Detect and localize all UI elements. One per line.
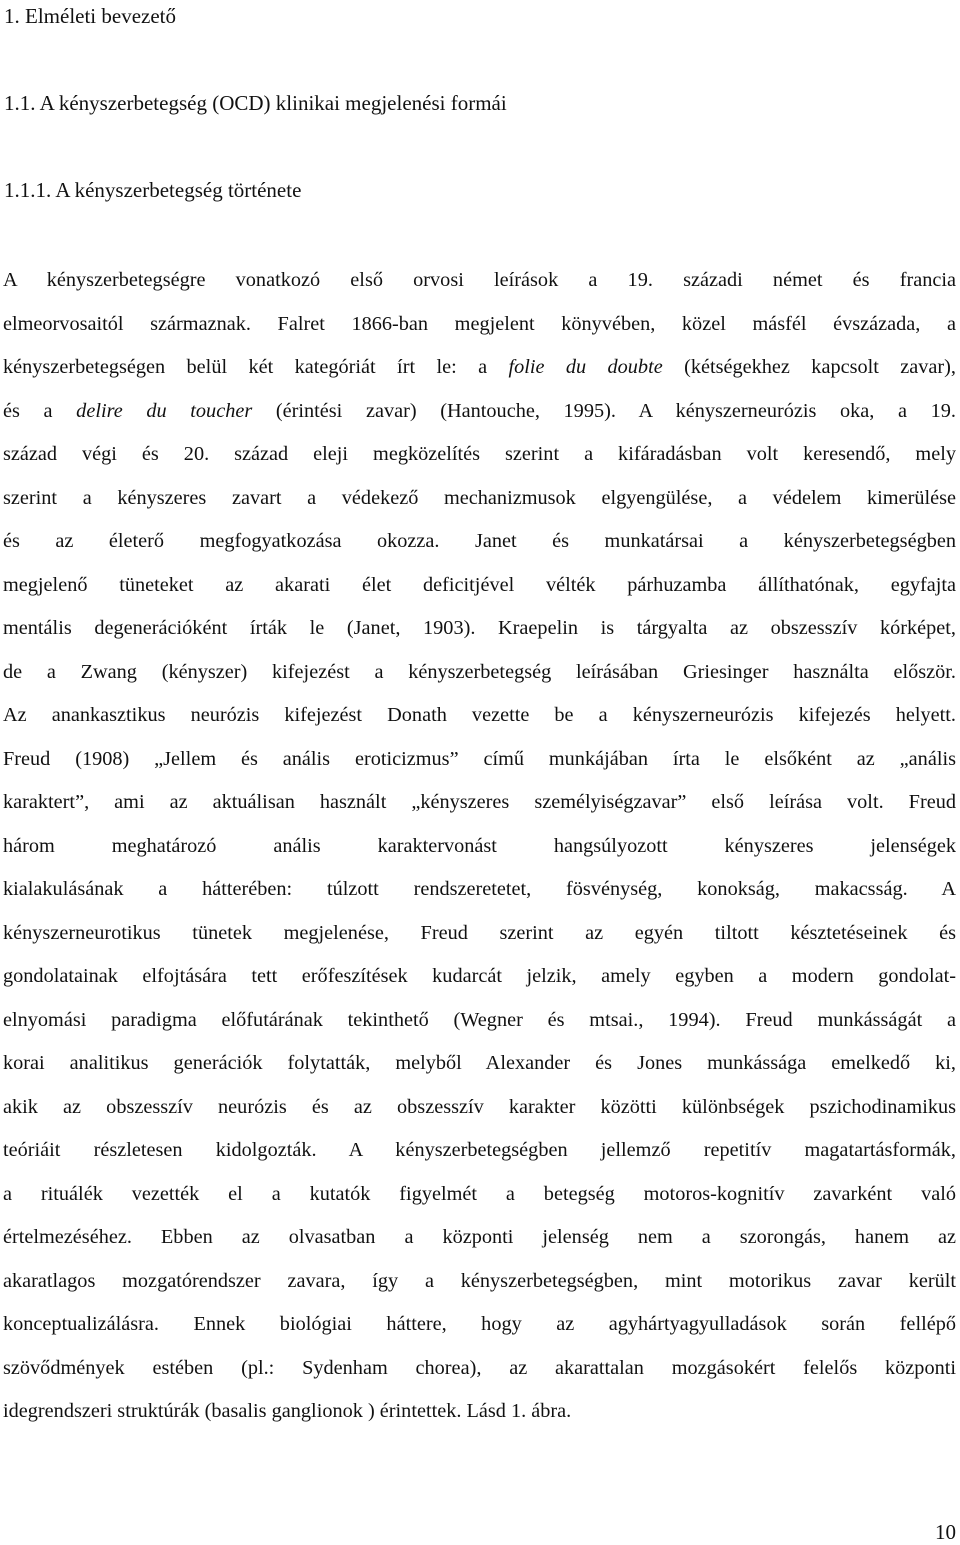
text-line (3, 390, 956, 434)
text-line: konceptualizálásra. Ennek biológiai háttere, hogy az agyhártyagyulladások során fellépő (3, 1313, 956, 1335)
text-line: akik az obszesszív neurózis és az obszesszív karakter közötti különbségek pszichodinamikus (3, 1095, 956, 1118)
text-line: szerint a kényszeres zavart a védekező mechanizmusok elgyengülése, a védelem kimerülése (3, 486, 956, 509)
text-line: mentális degenerációként írták le (Janet, 1903). Kraepelin is tárgyalta az obszesszív kórképet, (3, 617, 956, 639)
text-segment: és a (3, 399, 77, 422)
text-line: teóriáit részletesen kidolgozták. A kényszerbetegségben jellemző repetitív magatartásformák, (3, 1139, 956, 1161)
text-line: század végi és 20. század eleji megközelítés szerint a kifáradásban volt keresendő, mely (3, 443, 956, 465)
text-line: megjelenő tüneteket az akarati élet deficitjével vélték párhuzamba állíthatónak, egyfajta (3, 573, 956, 596)
body-paragraph (3, 259, 956, 1434)
text-line: A kényszerbetegségre vonatkozó első orvosi leírások a 19. századi német és francia (3, 269, 956, 291)
text-line (3, 346, 956, 390)
text-segment: (érintési zavar) (Hantouche, 1995). A kényszerneurózis oka, a 19. (252, 399, 956, 422)
text-line: akaratlagos mozgatórendszer zavara, így a kényszerbetegségben, mint motorikus zavar került (3, 1269, 956, 1292)
text-line: idegrendszeri struktúrák (basalis ganglionok ) érintettek. Lásd 1. ábra. (3, 1400, 572, 1422)
text-line: a rituálék vezették el a kutatók figyelmét a betegség motoros-kognitív zavarként való (3, 1182, 956, 1205)
text-line: korai analitikus generációk folytatták, melyből Alexander és Jones munkássága emelkedő ki, (3, 1052, 956, 1074)
text-line: Freud (1908) „Jellem és anális eroticizmus” című munkájában írta le elsőként az „anális (3, 747, 956, 770)
text-line: elmeorvosaitól származnak. Falret 1866-ban megjelent könyvében, közel másfél évszázada, a (3, 312, 956, 335)
text-segment: (kétségekhez kapcsolt zavar), (662, 356, 956, 378)
text-line: Az anankasztikus neurózis kifejezést Donath vezette be a kényszerneurózis kifejezés helyett. (3, 704, 956, 726)
text-line: szövődmények estében (pl.: Sydenham chorea), az akarattalan mozgásokért felelős központi (3, 1356, 956, 1379)
text-line: karaktert”, ami az aktuálisan használt „kényszeres személyiségzavar” első leírása volt. Freud (3, 791, 956, 813)
section-heading: 1.1. A kényszerbetegség (OCD) klinikai megjelenési formái (4, 91, 507, 115)
text-line: gondolatainak elfojtására tett erőfeszítések kudarcát jelzik, amely egyben a modern gondolat- (3, 965, 956, 987)
page-number: 10 (935, 1520, 956, 1544)
text-line: kényszerneurotikus tünetek megjelenése, Freud szerint az egyén tiltott késztetéseinek és (3, 921, 956, 944)
italic-term: folie du doubte (508, 356, 663, 378)
text-line: három meghatározó anális karaktervonást hangsúlyozott kényszeres jelenségek (3, 834, 956, 857)
subsection-heading: 1.1.1. A kényszerbetegség története (4, 178, 302, 202)
text-line: kialakulásának a hátterében: túlzott rendszeretetet, fösvénység, konokság, makacsság. A (3, 878, 956, 900)
italic-term: delire du toucher (76, 399, 253, 422)
text-segment: kényszerbetegségen belül két kategóriát írt le: a (3, 356, 509, 378)
text-line: de a Zwang (kényszer) kifejezést a kényszerbetegség leírásában Griesinger használta először. (3, 660, 956, 683)
chapter-heading: 1. Elméleti bevezető (4, 4, 177, 28)
text-line: értelmezéséhez. Ebben az olvasatban a központi jelenség nem a szorongás, hanem az (3, 1226, 956, 1248)
text-line: és az életerő megfogyatkozása okozza. Janet és munkatársai a kényszerbetegségben (3, 530, 956, 552)
text-line: elnyomási paradigma előfutárának tekinthető (Wegner és mtsai., 1994). Freud munkásságát a (3, 1008, 956, 1031)
